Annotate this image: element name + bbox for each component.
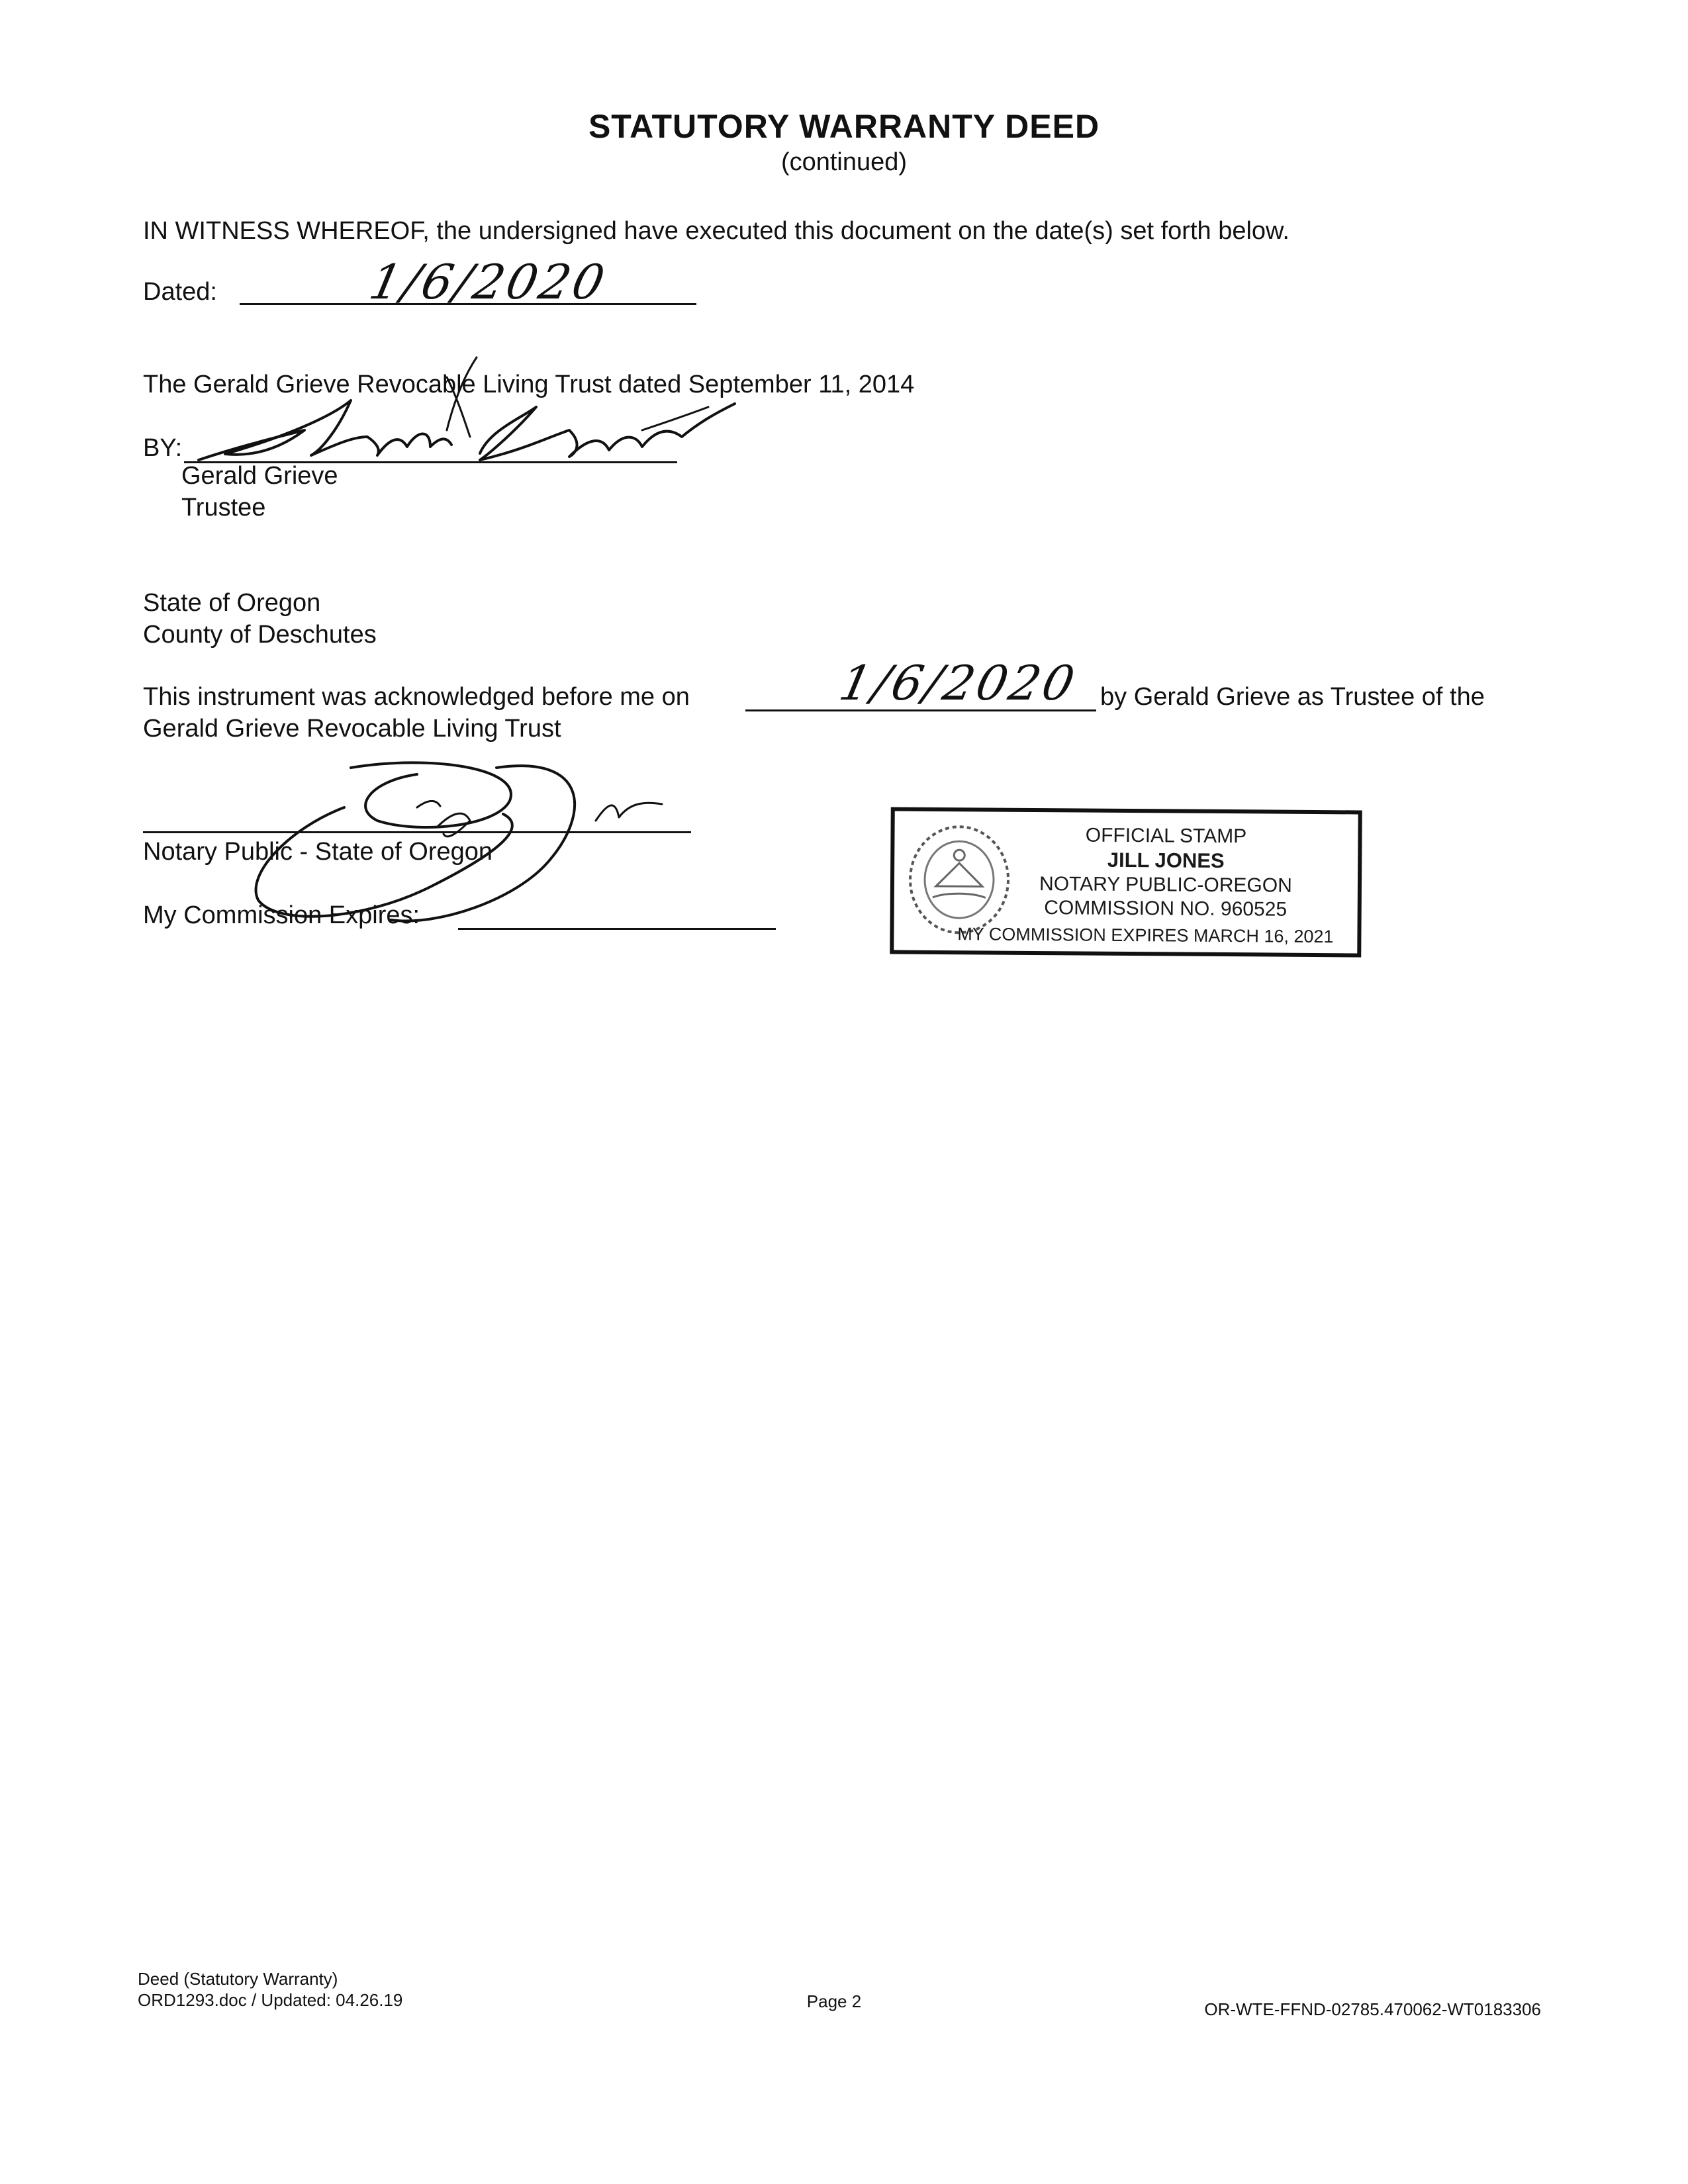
stamp-heading: OFFICIAL STAMP bbox=[1085, 824, 1247, 848]
stamp-notary-name: JILL JONES bbox=[1107, 848, 1225, 873]
witness-clause: IN WITNESS WHEREOF, the undersigned have executed this document on the date(s) set forth below. bbox=[143, 217, 1289, 245]
footer-form-name: Deed (Statutory Warranty) bbox=[138, 1969, 338, 1989]
footer-form-file: ORD1293.doc / Updated: 04.26.19 bbox=[138, 1990, 403, 2010]
acknowledgment-handwritten-date: 1/6/2020 bbox=[835, 655, 1082, 711]
notary-label: Notary Public - State of Oregon bbox=[143, 838, 493, 866]
document-subtitle: (continued) bbox=[780, 148, 908, 176]
document-title: STATUTORY WARRANTY DEED bbox=[588, 108, 1100, 145]
acknowledgment-lead: This instrument was acknowledged before me on bbox=[143, 683, 690, 711]
signatory-name: Gerald Grieve bbox=[181, 462, 338, 490]
trust-name: The Gerald Grieve Revocable Living Trust dated September 11, 2014 bbox=[143, 371, 915, 398]
venue-state: State of Oregon bbox=[143, 589, 321, 617]
acknowledgment-line2: Gerald Grieve Revocable Living Trust bbox=[143, 715, 561, 743]
stamp-notary-title: NOTARY PUBLIC-OREGON bbox=[1039, 873, 1292, 897]
by-label: BY: bbox=[143, 434, 183, 462]
dated-handwritten-date: 1/6/2020 bbox=[365, 254, 612, 310]
stamp-expiration: MY COMMISSION EXPIRES MARCH 16, 2021 bbox=[957, 924, 1334, 947]
official-stamp bbox=[890, 807, 1362, 958]
footer-order-number: OR-WTE-FFND-02785.470062-WT0183306 bbox=[1204, 1999, 1541, 2019]
commission-line bbox=[458, 928, 776, 930]
venue-county: County of Deschutes bbox=[143, 621, 377, 649]
footer-page-number: Page 2 bbox=[806, 1991, 862, 2011]
commission-label: My Commission Expires: bbox=[143, 901, 420, 929]
acknowledgment-tail: by Gerald Grieve as Trustee of the bbox=[1100, 683, 1485, 711]
stamp-commission-number: COMMISSION NO. 960525 bbox=[1044, 897, 1288, 921]
signatory-title: Trustee bbox=[181, 494, 266, 522]
dated-label: Dated: bbox=[143, 278, 217, 306]
